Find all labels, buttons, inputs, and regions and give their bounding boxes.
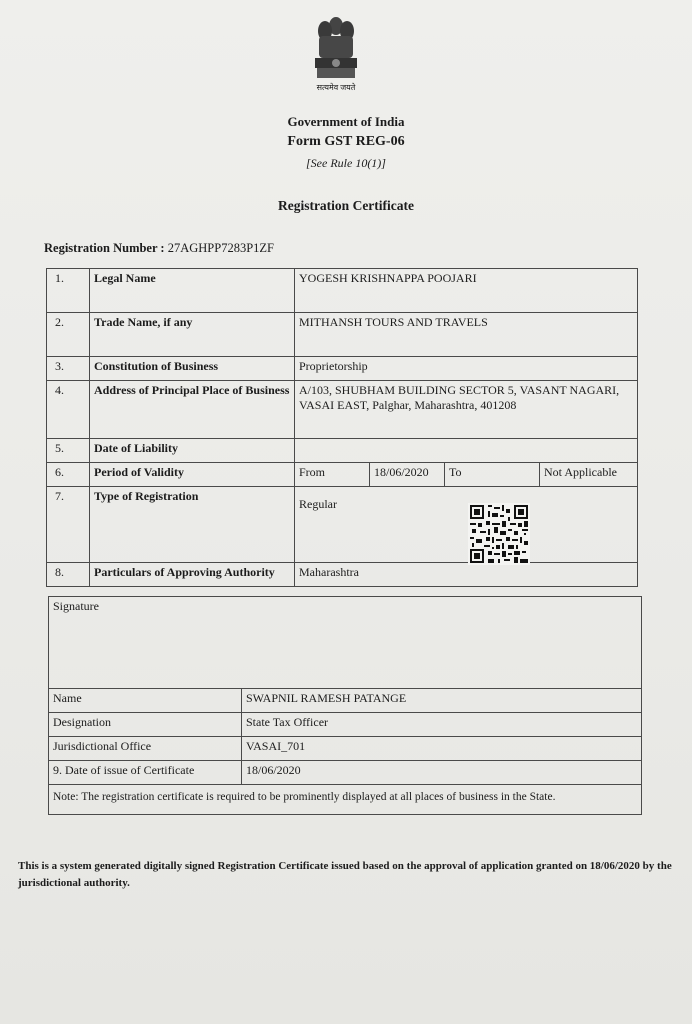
table-row xyxy=(47,463,638,487)
table-row xyxy=(47,313,638,357)
table-row xyxy=(49,689,642,713)
registration-number xyxy=(44,241,274,256)
validity-from-value: 18/06/2020 xyxy=(370,463,445,487)
row-label: Trade Name, if any xyxy=(90,313,295,357)
row-number: 5. xyxy=(47,439,90,463)
rule-reference: [See Rule 10(1)] xyxy=(306,156,386,170)
validity-to-value: Not Applicable xyxy=(540,463,638,487)
row-label: Particulars of Approving Authority xyxy=(90,563,295,587)
signature-label: Signature xyxy=(49,597,642,689)
row-number: 7. xyxy=(47,487,90,563)
address-value: A/103, SHUBHAM BUILDING SECTOR 5, VASANT NAGARI, VASAI EAST, Palghar, Maharashtra, 401208 xyxy=(295,381,638,439)
registration-number-label: Registration Number : xyxy=(44,241,165,255)
table-row xyxy=(47,563,638,587)
table-row xyxy=(49,737,642,761)
validity-from-label: From xyxy=(295,463,370,487)
registration-number-value: 27AGHPP7283P1ZF xyxy=(167,241,274,255)
table-row xyxy=(47,487,638,563)
approving-authority-value: Maharashtra xyxy=(295,563,638,587)
liability-date-value xyxy=(295,439,638,463)
table-row xyxy=(47,357,638,381)
form-heading: Form GST REG-06 xyxy=(287,134,405,149)
row-number: 8. xyxy=(47,563,90,587)
registration-type-value: Regular xyxy=(295,487,638,563)
row-number: 6. xyxy=(47,463,90,487)
table-row xyxy=(47,381,638,439)
table-row xyxy=(49,713,642,737)
designation-label: Designation xyxy=(49,713,242,737)
row-number: 2. xyxy=(47,313,90,357)
footer-note: This is a system generated digitally signed Registration Certificate issued based on the approval of application granted on 18/06/2020 by the jurisdictional authority. xyxy=(18,860,672,889)
legal-name-value: YOGESH KRISHNAPPA POOJARI xyxy=(295,269,638,313)
note-row xyxy=(49,785,642,815)
jurisdictional-office-value: VASAI_701 xyxy=(242,737,642,761)
table-row xyxy=(47,439,638,463)
row-label: Date of Liability xyxy=(90,439,295,463)
certificate-title: Registration Certificate xyxy=(277,198,415,213)
validity-to-label: To xyxy=(445,463,540,487)
constitution-value: Proprietorship xyxy=(295,357,638,381)
row-label: Legal Name xyxy=(90,269,295,313)
trade-name-value: MITHANSH TOURS AND TRAVELS xyxy=(295,313,638,357)
row-number: 4. xyxy=(47,381,90,439)
row-label: Constitution of Business xyxy=(90,357,295,381)
emblem-motto: सत्यमेव जयते xyxy=(316,83,356,92)
qr-code-icon xyxy=(468,503,530,565)
row-label: Period of Validity xyxy=(90,463,295,487)
display-note: Note: The registration certificate is required to be prominently displayed at all places of business in the State. xyxy=(49,785,642,815)
row-number: 3. xyxy=(47,357,90,381)
issue-date-value: 18/06/2020 xyxy=(242,761,642,785)
table-row xyxy=(47,269,638,313)
row-label: Type of Registration xyxy=(90,487,295,563)
officer-name-value: SWAPNIL RAMESH PATANGE xyxy=(242,689,642,713)
row-number: 1. xyxy=(47,269,90,313)
officer-name-label: Name xyxy=(49,689,242,713)
authority-table xyxy=(48,596,642,815)
issue-date-label: 9. Date of issue of Certificate xyxy=(49,761,242,785)
row-label: Address of Principal Place of Business xyxy=(90,381,295,439)
details-table xyxy=(46,268,638,587)
government-heading: Government of India xyxy=(287,114,405,129)
table-row xyxy=(49,761,642,785)
jurisdictional-office-label: Jurisdictional Office xyxy=(49,737,242,761)
signature-row xyxy=(49,597,642,689)
designation-value: State Tax Officer xyxy=(242,713,642,737)
